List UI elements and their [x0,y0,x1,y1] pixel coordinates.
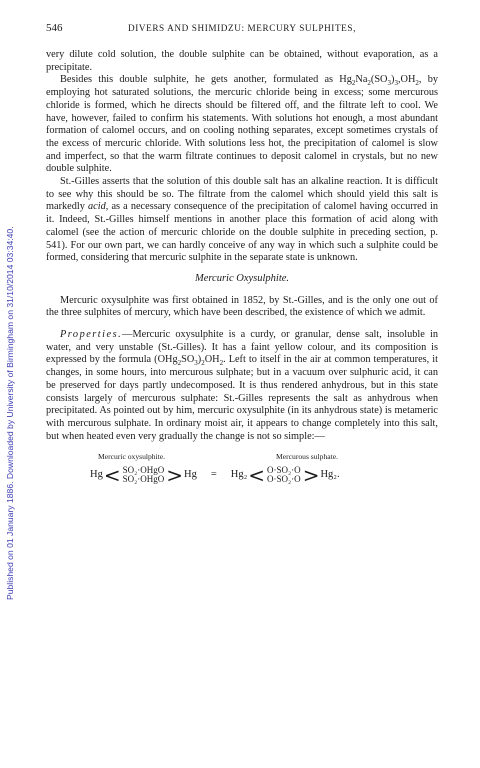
paragraph-2: Besides this double sulphite, he gets another, formulated as $Hg_2Na_2(SO_3)_3,OH_2$, by employing hot saturated solutions, the mercuric chloride being in excess; some mercurous chloride is formed, which he directs should be filtered off, and the filtrate left to cool. We have, however, failed to confirm his statements. With solutions hot enough, a most abundant formation of calomel occurs, and on cooling nothing separates, except sometimes crystals of the excess of mercuric chloride. With solutions less hot, the precipitation of calomel is slow and imperfect, so that the warm filtrate continues to deposit calomel in crystals, but no new double sulphite. [46,74,438,175]
page-header [46,22,438,38]
chemical-equation [46,451,438,497]
paragraph-4: Mercuric oxysulphite was first obtained in 1852, by St.-Gilles, and is the only one out of the three sulphites of mercury, which have been described, the existence of which we admit. [46,294,438,319]
running-title: DIVERS AND SHIMIDZU: MERCURY SULPHITES, [127,23,356,33]
equation-label-right: Mercurous sulphate. [276,452,338,462]
equation-label-left: Mercuric oxysulphite. [98,452,166,462]
equation-line [90,463,340,488]
properties-lead: Properties. [60,329,123,341]
paragraph-1: very dilute cold solution, the double sulphite can be obtained, without evaporation, as a precipitate. [46,49,438,73]
download-notice-text: Published on 01 January 1886. Downloaded by University of Birmingham on 31/10/2014 03:34:40. [5,226,15,600]
page-content [46,22,438,497]
paragraph-3: St.-Gilles asserts that the solution of this double salt has an alkaline reaction. It is difficult to see why this should be so. The filtrate from the calomel which should yield this salt is markedly acid, as a necessary consequence of the precipitation of calomel having occurred in it. Indeed, St.-Gilles himself mentions in another place this formation of acid along with calomel (see the action of mercuric chloride on the double sulphite in preceding section, p. 541). For our own part, we can hardly conceive of any way in which such a sulphite could be formed, considering that mercuric sulphite in the separate state is unknown. [46,176,438,264]
equation-right-side: Hg₂ < O·SO₂·O O·SO₂·O > Hg₂. [230,463,340,488]
equation-left-side: Hg < SO₂·OHgO SO₂·OHgO > Hg [90,463,197,488]
equals-sign: = [210,469,217,481]
section-title: Mercuric Oxysulphite. [194,272,290,284]
paragraph-5: Properties.—Mercuric oxysulphite is a curdy, or granular, dense salt, insoluble in water, and very unstable (St.-Gilles). It has a faint yellow colour, and its composition is expressed by the formula $(OHg_2SO_3)_2OH_2$. Left to itself in the air at common temperatures, it changes, in some hours, into mercurous sulphate; but in a vacuum over sulphuric acid, it can be preserved for days partly undecomposed. It is thus rendered anhydrous, but in this state consists largely of mercurous sulphate: St.-Gilles represents the salt as anhydrous when precipitated. As pointed out by him, mercuric oxysulphite (in its anhydrous state) is metameric with mercurous sulphate. In ordinary moist air, it appears to change completely into this salt, but when heated even very gradually the change is not so simple:— [46,329,438,442]
page-number: 546 [46,22,63,34]
download-notice [2,40,16,600]
